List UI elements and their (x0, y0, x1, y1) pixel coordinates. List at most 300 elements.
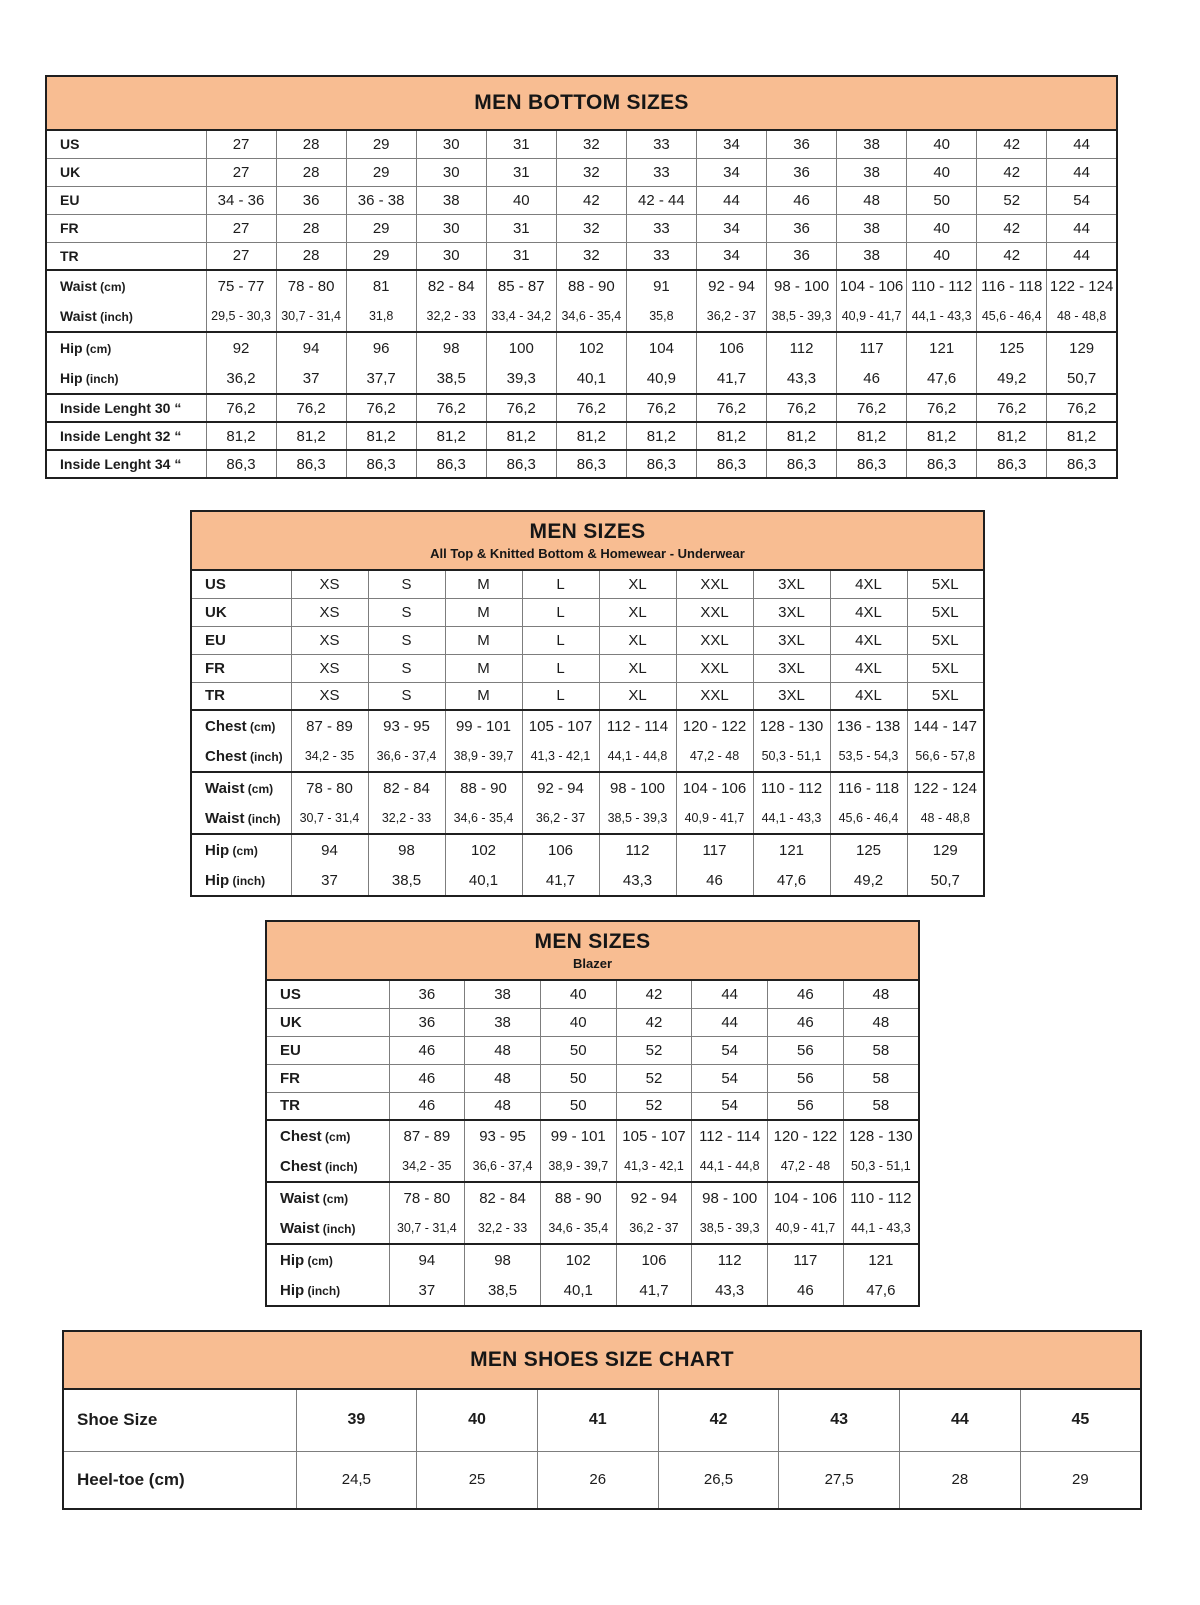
table-cell: 30 (416, 214, 486, 242)
men-shoes-size-chart-table (62, 1330, 1142, 1510)
table-row (266, 1182, 919, 1213)
table-cell: 5XL (907, 570, 984, 598)
table-row (266, 1036, 919, 1064)
table-cell: 44 (1047, 242, 1117, 270)
table-cell: 86,3 (206, 450, 276, 478)
table-cell: 50,7 (907, 865, 984, 896)
table-cell: 117 (768, 1244, 844, 1275)
table-cell: M (445, 626, 522, 654)
table-cell: 30,7 - 31,4 (389, 1213, 465, 1244)
table-cell: 34,6 - 35,4 (445, 803, 522, 834)
table-cell: 40 (907, 242, 977, 270)
row-label-unit: (cm) (319, 1191, 349, 1206)
table-cell: XXL (676, 570, 753, 598)
table-cell: 36 (767, 214, 837, 242)
table-cell: M (445, 654, 522, 682)
table-cell: 81,2 (837, 422, 907, 450)
table-row (191, 772, 984, 803)
table-cell: XS (291, 654, 368, 682)
table-cell: 87 - 89 (291, 710, 368, 741)
table-cell: 76,2 (206, 394, 276, 422)
table-cell: L (522, 654, 599, 682)
table-cell: 81,2 (1047, 422, 1117, 450)
table-cell: 43,3 (692, 1275, 768, 1306)
row-label: Inside Lenght 30 “ (46, 394, 206, 422)
table-cell: 38 (837, 242, 907, 270)
table-cell: 27 (206, 158, 276, 186)
table-cell: 121 (907, 332, 977, 363)
table-row (266, 1151, 919, 1182)
table-cell: XXL (676, 682, 753, 710)
table-cell: 44 (900, 1389, 1021, 1451)
table-cell: 54 (1047, 186, 1117, 214)
table-cell: 136 - 138 (830, 710, 907, 741)
table-cell: 44 (692, 1008, 768, 1036)
table-cell: 30,7 - 31,4 (291, 803, 368, 834)
table-cell: 78 - 80 (276, 270, 346, 301)
table-cell: 76,2 (556, 394, 626, 422)
table-cell: 36,2 - 37 (696, 301, 766, 332)
table-cell: L (522, 598, 599, 626)
table-cell: 40,9 - 41,7 (676, 803, 753, 834)
table-row (46, 270, 1117, 301)
row-label: US (266, 980, 389, 1008)
table-cell: 43,3 (599, 865, 676, 896)
men-sizes-top-table (190, 510, 985, 897)
table-cell: 38,5 (368, 865, 445, 896)
row-label: Heel-toe (cm) (63, 1451, 296, 1509)
table-cell: 46 (389, 1036, 465, 1064)
table-cell: XS (291, 626, 368, 654)
row-label: Waist (inch) (191, 803, 291, 834)
table-cell: 38 (837, 214, 907, 242)
table-cell: 106 (696, 332, 766, 363)
row-label: Chest (inch) (266, 1151, 389, 1182)
table-cell: 41,3 - 42,1 (616, 1151, 692, 1182)
table-cell: 4XL (830, 598, 907, 626)
table-cell: 88 - 90 (540, 1182, 616, 1213)
table-row (266, 1008, 919, 1036)
table-cell: 54 (692, 1064, 768, 1092)
table-cell: 50,3 - 51,1 (753, 741, 830, 772)
table-cell: 44 (1047, 158, 1117, 186)
table-cell: 102 (556, 332, 626, 363)
table-cell: S (368, 654, 445, 682)
table-cell: 37 (291, 865, 368, 896)
table-cell: 35,8 (626, 301, 696, 332)
table-cell: 29 (346, 158, 416, 186)
table-cell: 38 (465, 980, 541, 1008)
table-cell: 106 (616, 1244, 692, 1275)
table-cell: 94 (291, 834, 368, 865)
table-cell: 52 (616, 1036, 692, 1064)
row-label: Waist (cm) (266, 1182, 389, 1213)
row-label-unit: (cm) (244, 781, 274, 796)
table-cell: 81,2 (696, 422, 766, 450)
table-cell: 47,6 (907, 363, 977, 394)
table-cell: 52 (977, 186, 1047, 214)
table-cell: 36 (767, 158, 837, 186)
table-cell: 45 (1020, 1389, 1141, 1451)
table-cell: 31,8 (346, 301, 416, 332)
table-row (46, 332, 1117, 363)
table-cell: 86,3 (977, 450, 1047, 478)
table-cell: 27,5 (779, 1451, 900, 1509)
table-cell: 48 (843, 1008, 919, 1036)
men-bottom-sizes-table (45, 75, 1118, 479)
table-row (191, 865, 984, 896)
table-cell: 26 (537, 1451, 658, 1509)
table-row (63, 1389, 1141, 1451)
table-cell: 75 - 77 (206, 270, 276, 301)
table-cell: 58 (843, 1036, 919, 1064)
row-label: FR (46, 214, 206, 242)
table-cell: 106 (522, 834, 599, 865)
table-cell: 4XL (830, 654, 907, 682)
row-label-unit: (cm) (304, 1253, 333, 1268)
table-cell: 56 (768, 1064, 844, 1092)
table-cell: 36 (767, 130, 837, 158)
table-cell: 42 (977, 158, 1047, 186)
row-label: Chest (cm) (266, 1120, 389, 1151)
table-cell: 28 (276, 214, 346, 242)
table-cell: 81 (346, 270, 416, 301)
table-cell: S (368, 598, 445, 626)
table-cell: 104 - 106 (768, 1182, 844, 1213)
table-cell: 44 (696, 186, 766, 214)
row-label: Hip (inch) (46, 363, 206, 394)
table-cell: 5XL (907, 598, 984, 626)
table-row (46, 394, 1117, 422)
table-cell: 86,3 (626, 450, 696, 478)
table-cell: 49,2 (977, 363, 1047, 394)
table-cell: 105 - 107 (616, 1120, 692, 1151)
table-cell: 30 (416, 242, 486, 270)
table-cell: 29 (346, 130, 416, 158)
table-cell: 44,1 - 44,8 (692, 1151, 768, 1182)
table-cell: 42 (977, 242, 1047, 270)
table-cell: 98 - 100 (599, 772, 676, 803)
table-cell: 40 (907, 214, 977, 242)
table-cell: 27 (206, 242, 276, 270)
table-row (46, 130, 1117, 158)
table-cell: 38,9 - 39,7 (540, 1151, 616, 1182)
table-cell: 28 (276, 130, 346, 158)
table-cell: 4XL (830, 682, 907, 710)
table-cell: 76,2 (696, 394, 766, 422)
row-label-unit: (cm) (246, 719, 276, 734)
row-label-unit: (inch) (229, 873, 266, 888)
table-cell: 31 (486, 130, 556, 158)
table-cell: 112 (767, 332, 837, 363)
table-cell: 98 (368, 834, 445, 865)
row-label: EU (46, 186, 206, 214)
table-cell: S (368, 682, 445, 710)
table-cell: 28 (276, 158, 346, 186)
row-label: Inside Lenght 32 “ (46, 422, 206, 450)
table-cell: 36,6 - 37,4 (368, 741, 445, 772)
table-cell: 4XL (830, 626, 907, 654)
table-cell: 34,6 - 35,4 (556, 301, 626, 332)
table-cell: 82 - 84 (465, 1182, 541, 1213)
table-cell: XL (599, 626, 676, 654)
row-label: US (46, 130, 206, 158)
row-label: Waist (cm) (191, 772, 291, 803)
table-cell: 38,5 - 39,3 (599, 803, 676, 834)
row-label: FR (191, 654, 291, 682)
table-cell: 27 (206, 214, 276, 242)
table-cell: 86,3 (276, 450, 346, 478)
table-cell: 128 - 130 (843, 1120, 919, 1151)
table-cell: 34 - 36 (206, 186, 276, 214)
table-cell: 44,1 - 43,3 (907, 301, 977, 332)
table-cell: 32 (556, 130, 626, 158)
table-cell: 43 (779, 1389, 900, 1451)
table-cell: 38,5 (416, 363, 486, 394)
table-cell: XXL (676, 654, 753, 682)
row-label-unit: (inch) (246, 749, 283, 764)
table-cell: 5XL (907, 682, 984, 710)
table-cell: 37,7 (346, 363, 416, 394)
table-cell: 122 - 124 (1047, 270, 1117, 301)
table-row (191, 598, 984, 626)
table-cell: 50 (540, 1092, 616, 1120)
table-cell: 86,3 (556, 450, 626, 478)
table-cell: 32 (556, 242, 626, 270)
table-row (266, 1213, 919, 1244)
table-cell: 42 (616, 980, 692, 1008)
table-cell: 30 (416, 158, 486, 186)
table-cell: 5XL (907, 654, 984, 682)
table-cell: 50 (540, 1064, 616, 1092)
table-row (191, 834, 984, 865)
table-cell: 42 (556, 186, 626, 214)
row-label: Hip (inch) (191, 865, 291, 896)
table-cell: 144 - 147 (907, 710, 984, 741)
table-cell: 3XL (753, 654, 830, 682)
row-label: UK (191, 598, 291, 626)
table-row (266, 1275, 919, 1306)
table-cell: 3XL (753, 570, 830, 598)
table-cell: 47,6 (753, 865, 830, 896)
table-cell: 38,5 (465, 1275, 541, 1306)
table-cell: 100 (486, 332, 556, 363)
table-cell: 40,9 - 41,7 (837, 301, 907, 332)
table-cell: 3XL (753, 626, 830, 654)
row-label: EU (266, 1036, 389, 1064)
table-cell: S (368, 626, 445, 654)
table-cell: 86,3 (696, 450, 766, 478)
table-cell: 40,1 (556, 363, 626, 394)
table-cell: 86,3 (346, 450, 416, 478)
men-sizes-top-grid (190, 510, 985, 897)
table-cell: 81,2 (276, 422, 346, 450)
table-cell: 102 (445, 834, 522, 865)
table-cell: XL (599, 570, 676, 598)
table-title: MEN BOTTOM SIZES (474, 91, 689, 114)
table-cell: 38 (837, 130, 907, 158)
table-cell: 81,2 (416, 422, 486, 450)
row-label-unit: (cm) (96, 280, 126, 294)
table-subtitle: Blazer (572, 956, 613, 971)
row-label: UK (46, 158, 206, 186)
row-label: EU (191, 626, 291, 654)
table-cell: 99 - 101 (445, 710, 522, 741)
table-cell: XL (599, 654, 676, 682)
table-cell: 28 (276, 242, 346, 270)
table-cell: L (522, 682, 599, 710)
table-cell: 86,3 (1047, 450, 1117, 478)
table-cell: 116 - 118 (977, 270, 1047, 301)
table-title: MEN SHOES SIZE CHART (470, 1348, 734, 1371)
table-cell: 54 (692, 1036, 768, 1064)
table-cell: 36,2 - 37 (522, 803, 599, 834)
table-cell: 86,3 (416, 450, 486, 478)
table-cell: 34 (696, 158, 766, 186)
table-cell: 29 (346, 242, 416, 270)
table-cell: 34,2 - 35 (291, 741, 368, 772)
table-cell: 56 (768, 1092, 844, 1120)
table-cell: 98 - 100 (767, 270, 837, 301)
table-row (191, 682, 984, 710)
table-cell: 38,5 - 39,3 (692, 1213, 768, 1244)
table-cell: 42 (977, 130, 1047, 158)
table-row (191, 654, 984, 682)
table-cell: 31 (486, 242, 556, 270)
table-cell: 105 - 107 (522, 710, 599, 741)
table-cell: 50 (540, 1036, 616, 1064)
table-cell: 92 - 94 (616, 1182, 692, 1213)
row-label: Waist (inch) (46, 301, 206, 332)
table-cell: 32 (556, 214, 626, 242)
table-cell: 31 (486, 214, 556, 242)
table-cell: 76,2 (416, 394, 486, 422)
table-cell: 3XL (753, 682, 830, 710)
table-row (266, 980, 919, 1008)
table-row (266, 1244, 919, 1275)
table-cell: 46 (676, 865, 753, 896)
table-subtitle: All Top & Knitted Bottom & Homewear - Underwear (430, 546, 745, 561)
table-cell: 39 (296, 1389, 417, 1451)
table-cell: 81,2 (907, 422, 977, 450)
table-header-band (46, 76, 1117, 130)
table-cell: 56 (768, 1036, 844, 1064)
table-row (191, 710, 984, 741)
table-cell: 40 (907, 130, 977, 158)
table-cell: 91 (626, 270, 696, 301)
table-cell: 36 (389, 1008, 465, 1036)
table-cell: 82 - 84 (368, 772, 445, 803)
table-cell: 44,1 - 43,3 (843, 1213, 919, 1244)
table-cell: 41,7 (696, 363, 766, 394)
men-sizes-blazer-grid (265, 920, 920, 1307)
table-cell: 98 - 100 (692, 1182, 768, 1213)
table-cell: 46 (389, 1064, 465, 1092)
table-cell: 76,2 (346, 394, 416, 422)
table-cell: L (522, 570, 599, 598)
table-cell: 46 (837, 363, 907, 394)
table-cell: 112 - 114 (692, 1120, 768, 1151)
table-cell: XL (599, 682, 676, 710)
table-row (46, 214, 1117, 242)
table-cell: 50 (907, 186, 977, 214)
table-cell: 125 (977, 332, 1047, 363)
table-cell: 34 (696, 130, 766, 158)
table-row (46, 422, 1117, 450)
table-cell: 29,5 - 30,3 (206, 301, 276, 332)
table-cell: 81,2 (486, 422, 556, 450)
table-cell: 48 (465, 1036, 541, 1064)
table-cell: 54 (692, 1092, 768, 1120)
table-cell: 98 (416, 332, 486, 363)
table-row (63, 1451, 1141, 1509)
table-cell: 33 (626, 242, 696, 270)
row-label-unit: (inch) (244, 811, 281, 826)
table-cell: 92 - 94 (696, 270, 766, 301)
table-cell: 34,6 - 35,4 (540, 1213, 616, 1244)
row-label: Shoe Size (63, 1389, 296, 1451)
table-cell: 36,2 - 37 (616, 1213, 692, 1244)
table-cell: 94 (276, 332, 346, 363)
table-cell: 40,9 (626, 363, 696, 394)
table-row (266, 1120, 919, 1151)
table-row (46, 186, 1117, 214)
table-cell: 76,2 (626, 394, 696, 422)
table-cell: 38,9 - 39,7 (445, 741, 522, 772)
table-cell: 29 (346, 214, 416, 242)
table-cell: 110 - 112 (907, 270, 977, 301)
table-cell: 48 (465, 1092, 541, 1120)
table-cell: 32 (556, 158, 626, 186)
table-cell: 93 - 95 (368, 710, 445, 741)
row-label-unit: (inch) (82, 372, 119, 386)
table-cell: L (522, 626, 599, 654)
men-shoes-size-chart-grid (62, 1330, 1142, 1510)
table-title: MEN SIZES (529, 520, 646, 543)
table-cell: 81,2 (206, 422, 276, 450)
table-cell: 129 (1047, 332, 1117, 363)
table-cell: 86,3 (907, 450, 977, 478)
table-cell: 44 (692, 980, 768, 1008)
table-cell: 99 - 101 (540, 1120, 616, 1151)
table-cell: 85 - 87 (486, 270, 556, 301)
table-cell: 46 (767, 186, 837, 214)
table-cell: 42 (977, 214, 1047, 242)
table-cell: 36 (767, 242, 837, 270)
row-label: Hip (cm) (266, 1244, 389, 1275)
table-cell: 40 (540, 980, 616, 1008)
table-cell: XS (291, 598, 368, 626)
table-cell: 104 - 106 (837, 270, 907, 301)
table-cell: 76,2 (486, 394, 556, 422)
row-label: Hip (cm) (46, 332, 206, 363)
row-label: TR (191, 682, 291, 710)
table-row (46, 158, 1117, 186)
table-cell: 48 (465, 1064, 541, 1092)
table-cell: 28 (900, 1451, 1021, 1509)
table-cell: 112 - 114 (599, 710, 676, 741)
table-cell: 26,5 (658, 1451, 779, 1509)
table-cell: 39,3 (486, 363, 556, 394)
table-cell: 27 (206, 130, 276, 158)
table-cell: 122 - 124 (907, 772, 984, 803)
table-row (191, 626, 984, 654)
row-label-unit: (inch) (319, 1221, 356, 1236)
men-bottom-sizes-grid (45, 75, 1118, 479)
table-cell: 40 (540, 1008, 616, 1036)
table-cell: 40,1 (445, 865, 522, 896)
table-cell: 86,3 (486, 450, 556, 478)
